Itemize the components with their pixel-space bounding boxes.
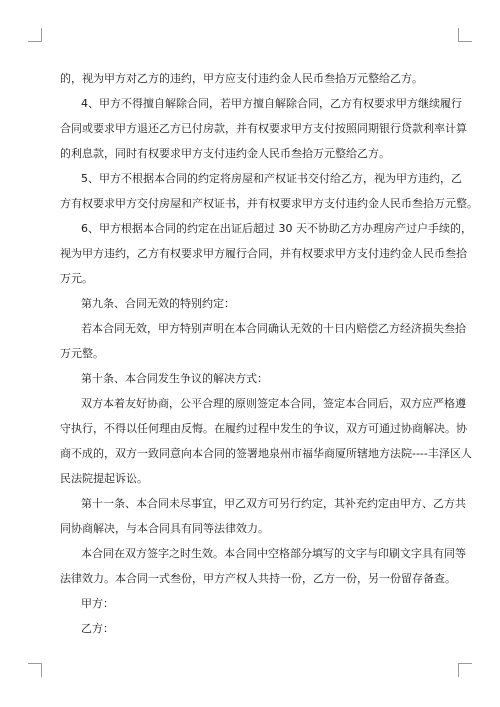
article-11-line: 第十一条、本合同未尽事宜，甲乙双方可另行约定，其补充约定由甲方、乙方共	[81, 497, 466, 510]
text-line: 商不成的，双方一致同意向本合同的签署地泉州市福华商厦所辖地方法院----丰泽区人	[60, 447, 472, 460]
clause-5-line: 5、甲方不根据本合同的约定将房屋和产权证书交付给乙方，视为甲方违约，乙	[81, 172, 462, 185]
text-line: 同协商解决，与本合同具有同等法律效力。	[60, 522, 269, 535]
text-line: 法律效力。本合同一式叁份，甲方产权人共持一份，乙方一份，另一份留存备查。	[60, 572, 456, 585]
text-line: 合同或要求甲方退还乙方已付房款，并有权要求甲方支付按照同期银行贷款利率计算	[60, 122, 467, 135]
crop-mark-bottom-left	[28, 663, 42, 677]
clause-6-line: 6、甲方根据本合同的约定在出证后超过 30 天不协助乙方办理房产过户手续的，	[81, 222, 472, 235]
text-line: 的，视为甲方对乙方的违约，甲方应支付违约金人民币叁拾万元整给乙方。	[60, 72, 423, 85]
effectiveness-line: 本合同在双方签字之时生效。本合同中空格部分填写的文字与印刷文字具有同等	[81, 547, 466, 560]
text-line: 双方本着友好协商，公平合理的原则签定本合同，签定本合同后，双方应严格遵	[81, 397, 466, 410]
text-line: 方有权要求甲方交付房屋和产权证书，并有权要求甲方支付违约金人民币叁拾万元整。	[60, 197, 478, 210]
text-line: 视为甲方违约，乙方有权要求甲方履行合同，并有权要求甲方支付违约金人民币叁拾	[60, 247, 467, 260]
text-line: 守执行，不得以任何理由反悔。在履约过程中发生的争议，双方可通过协商解决。协	[60, 422, 467, 435]
text-line: 万元整。	[60, 347, 104, 360]
text-line: 民法院提起诉讼。	[60, 472, 148, 485]
text-line: 万元。	[60, 272, 93, 285]
party-b-signature-label: 乙方：	[81, 622, 114, 635]
party-a-signature-label: 甲方：	[81, 597, 114, 610]
article-10-heading: 第十条、本合同发生争议的解决方式：	[81, 372, 268, 385]
text-line: 若本合同无效，甲方特别声明在本合同确认无效的十日内赔偿乙方经济损失叁拾	[81, 322, 466, 335]
article-9-heading: 第九条、合同无效的特别约定：	[81, 297, 235, 310]
crop-mark-top-right	[458, 28, 472, 42]
contract-body	[60, 66, 478, 641]
text-line: 的利息款，同时有权要求甲方支付违约金人民币叁拾万元整给乙方。	[60, 147, 390, 160]
crop-mark-top-left	[28, 28, 42, 42]
clause-4-line: 4、甲方不得擅自解除合同，若甲方擅自解除合同，乙方有权要求甲方继续履行	[81, 97, 462, 110]
crop-mark-bottom-right	[458, 663, 472, 677]
